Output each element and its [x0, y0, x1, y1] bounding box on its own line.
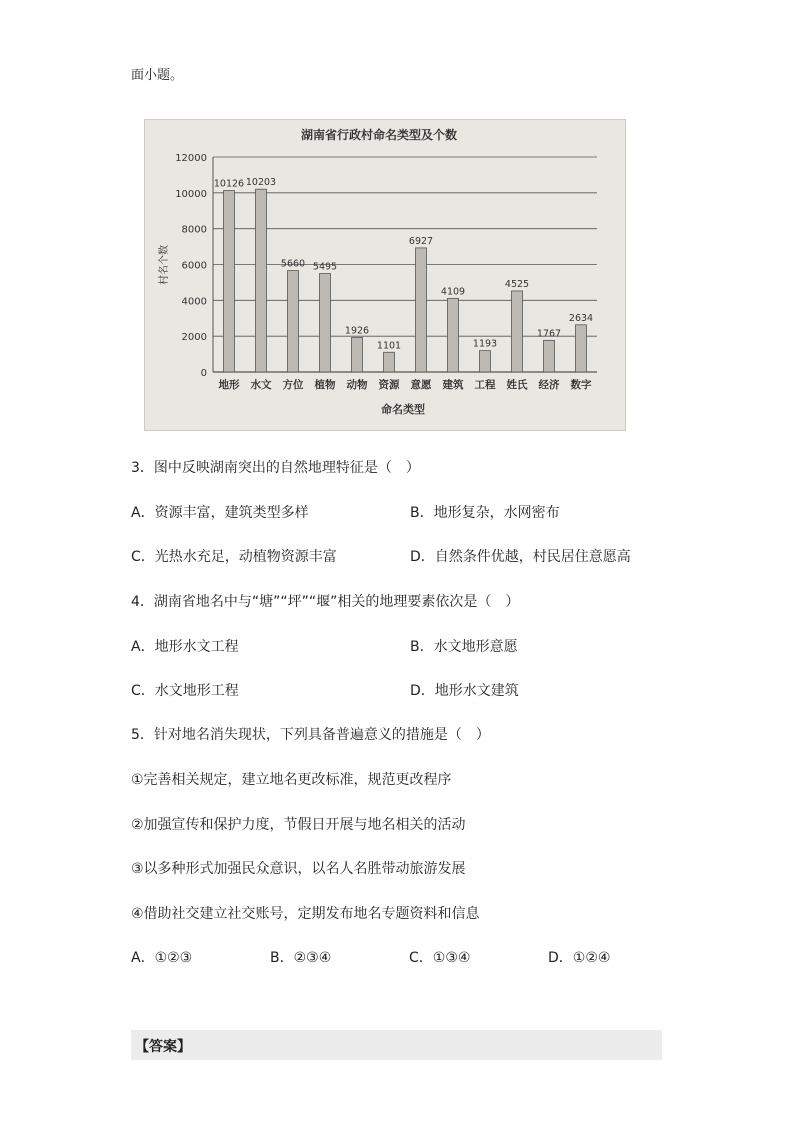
x-tick-label: 水文: [250, 379, 272, 391]
question-5-statement-4: ④借助社交建立社交账号，定期发布地名专题资料和信息: [131, 906, 480, 922]
x-tick-label: 资源: [378, 379, 400, 391]
y-axis-label: 村名个数: [159, 245, 170, 285]
question-5-statement-1: ①完善相关规定，建立地名更改标准，规范更改程序: [131, 772, 452, 788]
bar: [544, 340, 555, 372]
bar-value-label: 10126: [213, 178, 245, 190]
question-4-option-a[interactable]: A．地形水文工程: [131, 639, 239, 655]
x-tick-label: 数字: [570, 379, 592, 391]
bar-value-label: 10203: [245, 177, 277, 189]
y-tick-label: 0: [200, 368, 207, 379]
bar: [512, 291, 523, 372]
x-tick-label: 植物: [314, 379, 336, 391]
bar-value-label: 1101: [376, 340, 402, 352]
x-tick-label: 工程: [474, 379, 496, 391]
y-tick-label: 2000: [181, 332, 207, 344]
bar: [352, 337, 363, 372]
bar-chart: [145, 120, 625, 430]
question-5-option-a[interactable]: A．①②③: [131, 950, 193, 966]
question-5-statement-3: ③以多种形式加强民众意识，以名人名胜带动旅游发展: [131, 861, 466, 877]
bar: [480, 351, 491, 372]
question-3-option-d[interactable]: D．自然条件优越，村民居住意愿高: [410, 549, 631, 565]
bar-value-label: 1926: [344, 325, 370, 337]
y-tick-label: 4000: [181, 296, 207, 308]
question-4-option-c[interactable]: C．水文地形工程: [131, 683, 239, 699]
question-3-option-c[interactable]: C．光热水充足，动植物资源丰富: [131, 549, 337, 565]
bar-value-label: 2634: [568, 312, 594, 324]
question-3-option-b[interactable]: B．地形复杂，水网密布: [410, 505, 560, 521]
question-3-stem: 3．图中反映湖南突出的自然地理特征是（ ）: [131, 460, 420, 476]
question-4-option-d[interactable]: D．地形水文建筑: [410, 683, 519, 699]
bar-value-label: 4525: [504, 278, 530, 290]
answer-section-header: [131, 1030, 662, 1060]
x-tick-label: 动物: [346, 379, 368, 391]
x-tick-label: 姓氏: [506, 379, 528, 391]
question-5-option-d[interactable]: D．①②④: [548, 950, 611, 966]
x-tick-label: 建筑: [442, 379, 464, 391]
bar: [256, 189, 267, 372]
bar: [384, 352, 395, 372]
bar-value-label: 5660: [280, 258, 306, 270]
y-tick-label: 10000: [175, 188, 207, 200]
x-tick-label: 地形: [218, 379, 240, 391]
bar: [224, 191, 235, 372]
question-5-stem: 5．针对地名消失现状，下列具备普遍意义的措施是（ ）: [131, 727, 490, 743]
question-4-stem: 4．湖南省地名中与“塘”“坪”“堰”相关的地理要素依次是（ ）: [131, 594, 520, 610]
question-4-option-b[interactable]: B．水文地形意愿: [410, 639, 518, 655]
x-tick-label: 方位: [282, 379, 304, 391]
answer-label: 【答案】: [135, 1039, 191, 1055]
y-tick-label: 12000: [175, 153, 207, 164]
bar: [288, 271, 299, 372]
bar-value-label: 5495: [312, 261, 338, 273]
x-tick-label: 经济: [538, 379, 560, 391]
intro-text: 面小题。: [131, 68, 184, 83]
bar-value-label: 1193: [472, 338, 498, 350]
bar-value-label: 1767: [536, 328, 562, 340]
y-tick-label: 8000: [181, 224, 207, 236]
bar: [448, 298, 459, 372]
x-tick-label: 意愿: [410, 379, 432, 391]
bar: [576, 325, 587, 372]
y-tick-label: 6000: [181, 260, 207, 272]
question-3-option-a[interactable]: A．资源丰富，建筑类型多样: [131, 505, 309, 521]
bar-value-label: 4109: [440, 286, 466, 298]
question-5-statement-2: ②加强宣传和保护力度，节假日开展与地名相关的活动: [131, 817, 466, 833]
bar: [320, 274, 331, 372]
bar-value-label: 6927: [408, 235, 434, 247]
bar: [416, 248, 427, 372]
question-5-option-b[interactable]: B．②③④: [270, 950, 332, 966]
x-axis-label: 命名类型: [381, 403, 425, 416]
chart-title: 湖南省行政村命名类型及个数: [300, 128, 458, 142]
question-5-option-c[interactable]: C．①③④: [409, 950, 471, 966]
bar-chart-figure: [144, 119, 626, 431]
